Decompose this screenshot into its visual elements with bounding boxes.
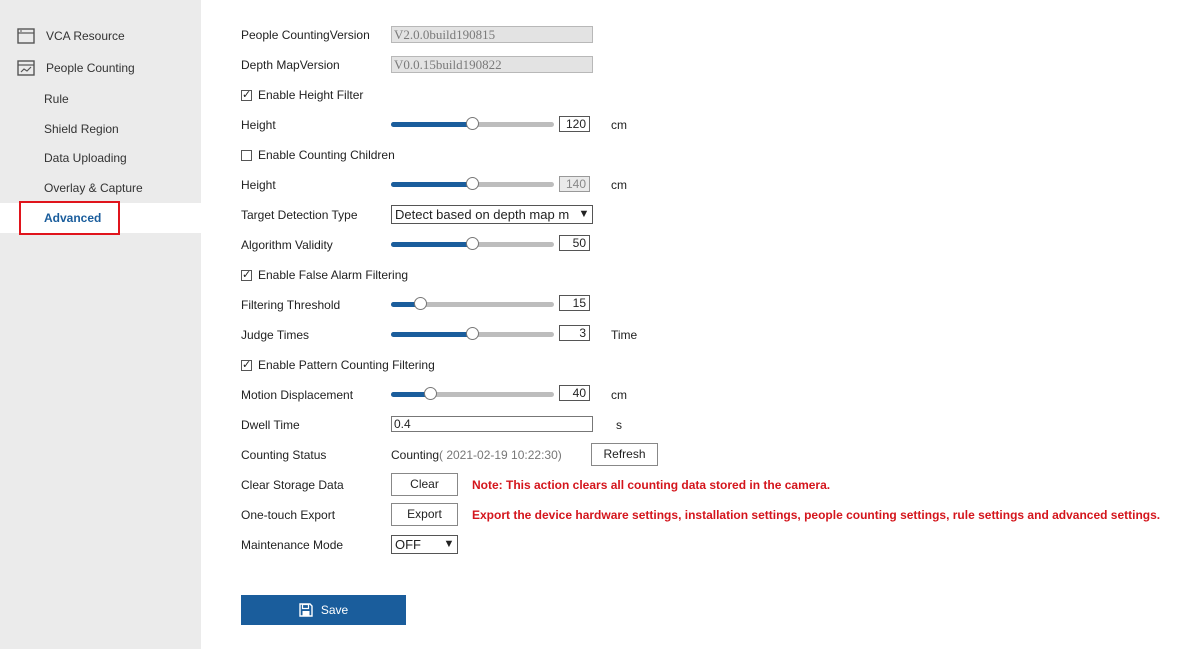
sidebar-item-label: Shield Region xyxy=(44,122,119,136)
target-detection-type-value: Detect based on depth map m xyxy=(395,207,570,222)
height-slider[interactable] xyxy=(391,117,554,131)
algorithm-validity-label: Algorithm Validity xyxy=(241,238,333,252)
clear-storage-note: Note: This action clears all counting data stored in the camera. xyxy=(472,478,831,492)
people-counting-version-label: People CountingVersion xyxy=(241,28,370,42)
enable-pattern-counting-filtering-checkbox[interactable] xyxy=(241,360,252,371)
filtering-threshold-label: Filtering Threshold xyxy=(241,298,341,312)
motion-displacement-value-input[interactable]: 40 xyxy=(559,385,590,401)
slider-thumb[interactable] xyxy=(466,117,479,130)
enable-counting-children-checkbox[interactable] xyxy=(241,150,252,161)
dwell-time-label: Dwell Time xyxy=(241,418,300,432)
enable-counting-children-label: Enable Counting Children xyxy=(258,148,395,162)
maintenance-mode-label: Maintenance Mode xyxy=(241,538,344,552)
chevron-down-icon: ▼ xyxy=(578,208,590,220)
refresh-button[interactable]: Refresh xyxy=(591,443,658,466)
maintenance-mode-select[interactable] xyxy=(391,535,458,554)
save-icon xyxy=(299,603,313,617)
chart-icon xyxy=(17,60,35,76)
dwell-time-unit: s xyxy=(616,418,622,432)
slider-thumb[interactable] xyxy=(466,237,479,250)
sidebar-item-overlay-capture[interactable] xyxy=(0,173,201,203)
sidebar-item-label: VCA Resource xyxy=(46,29,125,43)
sidebar-item-data-uploading[interactable] xyxy=(0,143,201,173)
dwell-time-input[interactable]: 0.4 xyxy=(391,416,593,432)
children-height-unit: cm xyxy=(611,178,627,192)
algorithm-validity-slider[interactable] xyxy=(391,237,554,251)
enable-false-alarm-filtering-checkbox[interactable] xyxy=(241,270,252,281)
sidebar-item-label: Rule xyxy=(44,92,69,106)
save-label: Save xyxy=(320,603,349,617)
enable-height-filter-label: Enable Height Filter xyxy=(258,88,364,102)
target-detection-type-label: Target Detection Type xyxy=(241,208,358,222)
sidebar-item-label: Overlay & Capture xyxy=(44,181,143,195)
save-button[interactable] xyxy=(241,595,406,625)
sidebar-item-label: Data Uploading xyxy=(44,151,127,165)
children-height-label: Height xyxy=(241,178,276,192)
height-value-input[interactable]: 120 xyxy=(559,116,590,132)
judge-times-slider[interactable] xyxy=(391,327,554,341)
judge-times-label: Judge Times xyxy=(241,328,310,342)
target-detection-type-select[interactable] xyxy=(391,205,593,224)
height-label: Height xyxy=(241,118,276,132)
judge-times-unit: Time xyxy=(611,328,638,342)
counting-status-value: Counting xyxy=(391,448,440,462)
clear-button[interactable]: Clear xyxy=(391,473,458,496)
motion-displacement-unit: cm xyxy=(611,388,627,402)
motion-displacement-label: Motion Displacement xyxy=(241,388,354,402)
sidebar-item-label: Advanced xyxy=(44,211,102,225)
motion-displacement-slider[interactable] xyxy=(391,387,554,401)
counting-status-label: Counting Status xyxy=(241,448,327,462)
chevron-down-icon: ▼ xyxy=(443,538,455,550)
judge-times-value-input[interactable]: 3 xyxy=(559,325,590,341)
enable-false-alarm-filtering-label: Enable False Alarm Filtering xyxy=(258,268,409,282)
children-height-slider[interactable] xyxy=(391,177,554,191)
sidebar-item-label: People Counting xyxy=(46,61,135,75)
slider-thumb[interactable] xyxy=(466,177,479,190)
enable-pattern-counting-filtering-label: Enable Pattern Counting Filtering xyxy=(258,358,435,372)
counting-status-timestamp: ( 2021-02-19 10:22:30) xyxy=(439,448,562,462)
sidebar xyxy=(0,0,201,649)
sidebar-item-rule[interactable] xyxy=(0,84,201,114)
window-icon xyxy=(17,28,35,44)
sidebar-item-vca-resource[interactable] xyxy=(0,21,201,51)
sidebar-item-people-counting[interactable] xyxy=(0,53,201,83)
one-touch-export-label: One-touch Export xyxy=(241,508,336,522)
enable-height-filter-checkbox[interactable] xyxy=(241,90,252,101)
depth-map-version-label: Depth MapVersion xyxy=(241,58,340,72)
export-note: Export the device hardware settings, installation settings, people counting settings, rule settings and advanced settings. xyxy=(472,508,1161,522)
children-height-value-input[interactable]: 140 xyxy=(559,176,590,192)
clear-storage-data-label: Clear Storage Data xyxy=(241,478,344,492)
height-unit: cm xyxy=(611,118,627,132)
slider-thumb[interactable] xyxy=(414,297,427,310)
slider-thumb[interactable] xyxy=(466,327,479,340)
filtering-threshold-slider[interactable] xyxy=(391,297,554,311)
export-button[interactable]: Export xyxy=(391,503,458,526)
maintenance-mode-value: OFF xyxy=(395,537,421,552)
depth-map-version-field: V0.0.15build190822 xyxy=(391,56,593,73)
algorithm-validity-value-input[interactable]: 50 xyxy=(559,235,590,251)
sidebar-item-shield-region[interactable] xyxy=(0,114,201,144)
slider-thumb[interactable] xyxy=(424,387,437,400)
active-item-highlight xyxy=(19,201,120,235)
people-counting-version-field: V2.0.0build190815 xyxy=(391,26,593,43)
filtering-threshold-value-input[interactable]: 15 xyxy=(559,295,590,311)
